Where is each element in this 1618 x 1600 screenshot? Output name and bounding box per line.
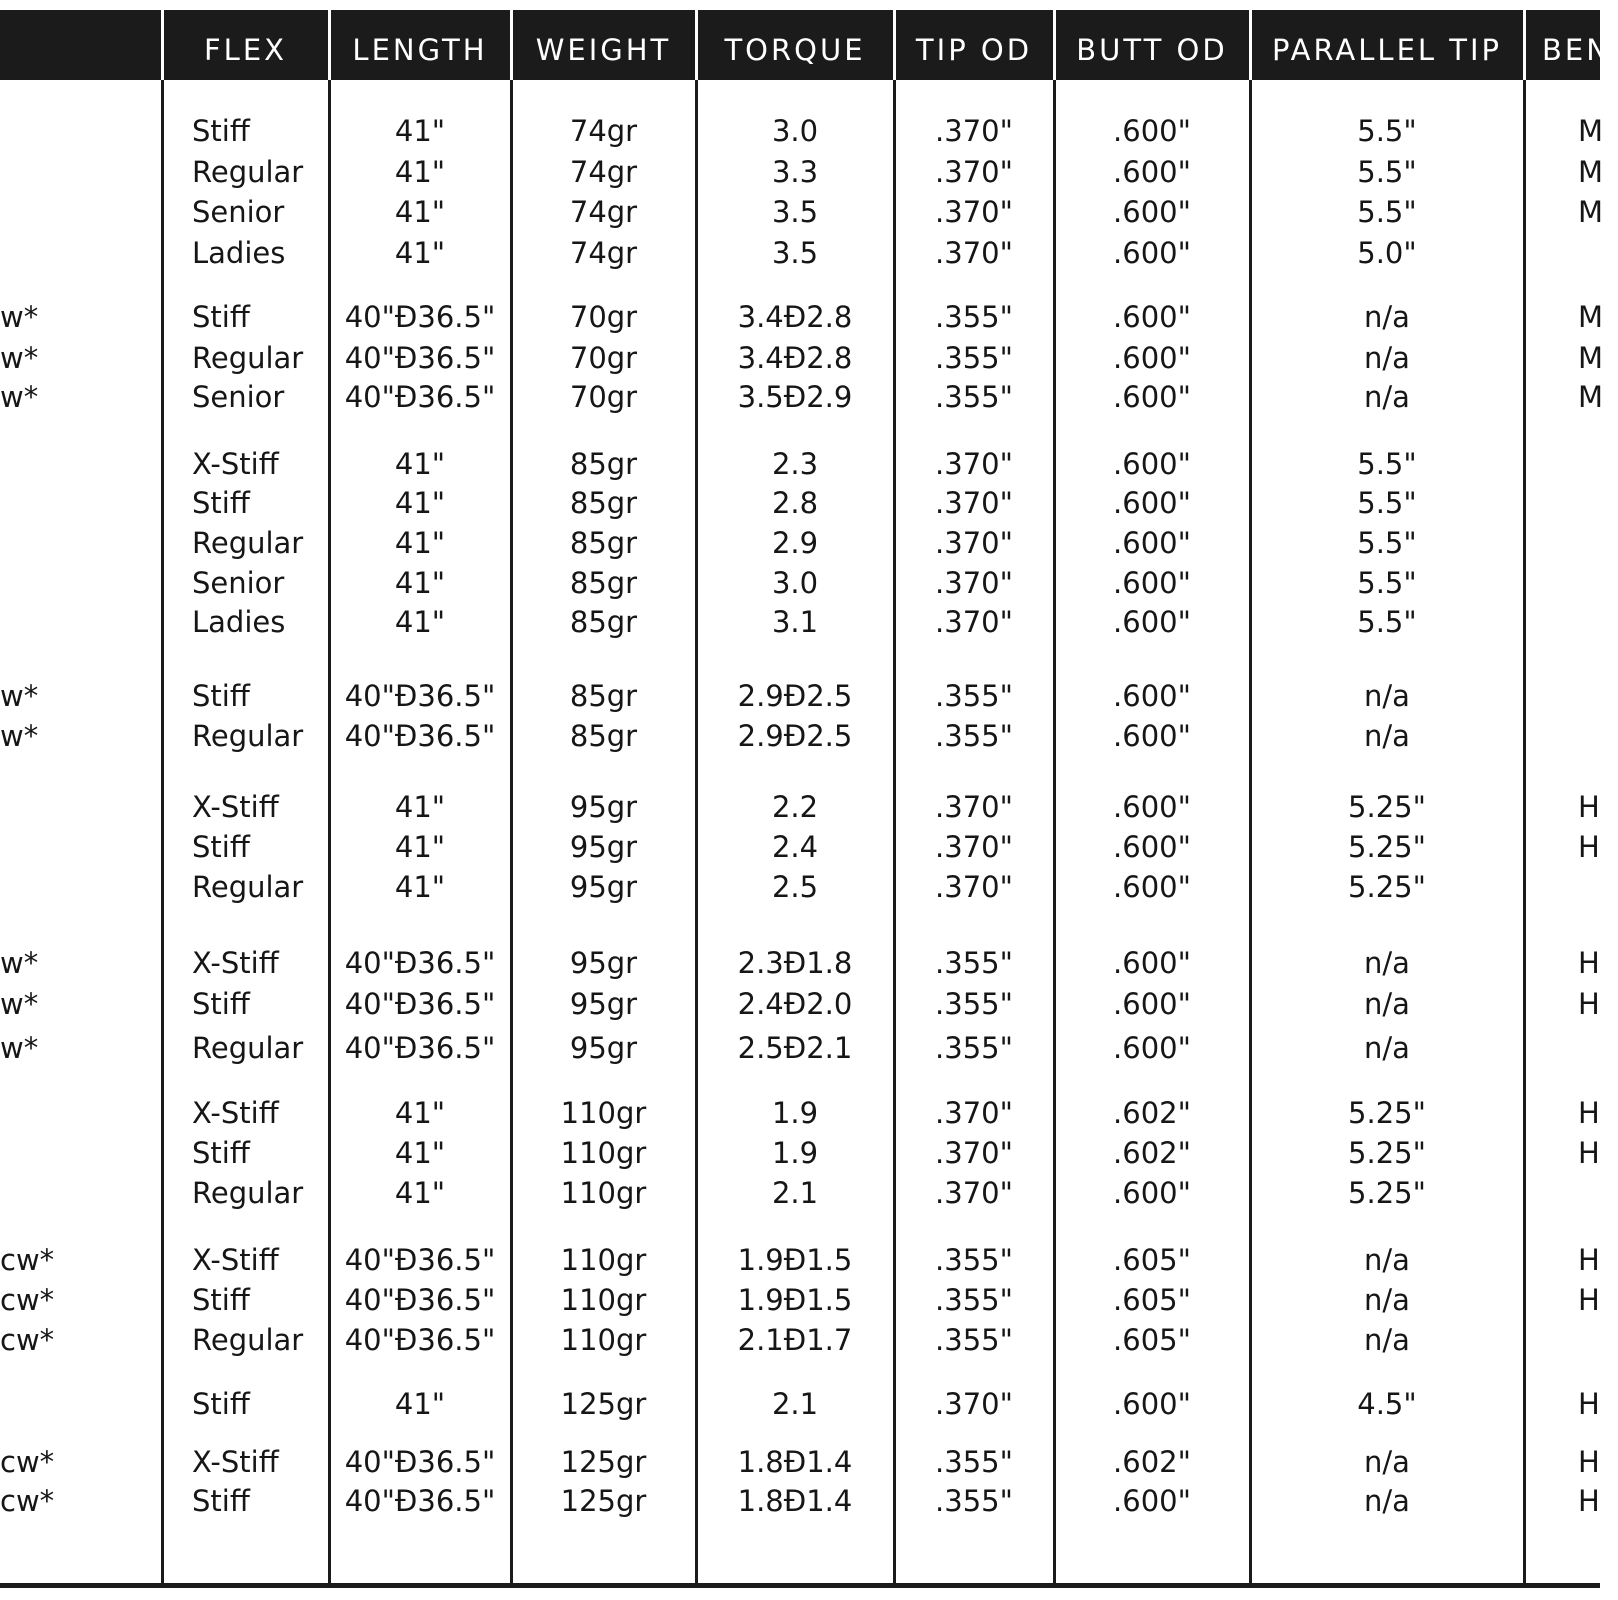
cell-parallel-tip: n/a [1364,1283,1410,1317]
cell-parallel-tip: 5.25" [1348,790,1426,824]
cell-parallel-tip: 5.25" [1348,830,1426,864]
cell-butt-od: .600" [1113,679,1191,713]
cell-butt-od: .600" [1113,1484,1191,1518]
cell-length: 40"Đ36.5" [344,1445,496,1479]
cell-parallel-tip: 5.5" [1357,605,1417,639]
header-divider [161,10,164,80]
cell-butt-od: .600" [1113,1387,1191,1421]
cell-bend-point [1578,1173,1618,1213]
column-header-parallel-tip: PARALLEL TIP [1271,33,1503,67]
cell-tip-od: .355" [935,679,1013,713]
cell-parallel-tip: n/a [1364,679,1410,713]
cell-tip-od: .355" [935,1283,1013,1317]
cell-model [0,1133,150,1173]
cell-weight: 95gr [569,946,638,980]
cell-model [0,787,150,827]
cell-model [0,602,150,642]
cell-length: 41" [394,447,446,481]
cell-butt-od: .600" [1113,946,1191,980]
cell-torque: 2.1 [771,1387,819,1421]
cell-flex: Regular [192,526,304,560]
cell-model [0,867,150,907]
cell-model: w* [0,679,39,713]
header-divider [1249,10,1252,80]
cell-bend-point [1578,444,1618,484]
column-header-torque: TORQUE [724,33,866,67]
cell-weight: 125gr [560,1484,647,1518]
cell-length: 41" [394,114,446,148]
cell-tip-od: .370" [935,1136,1013,1170]
cell-butt-od: .600" [1113,1031,1191,1065]
cell-tip-od: .355" [935,719,1013,753]
cell-weight: 74gr [569,114,638,148]
cell-weight: 85gr [569,679,638,713]
cell-model: w* [0,341,39,375]
cell-butt-od: .600" [1113,486,1191,520]
cell-length: 40"Đ36.5" [344,719,496,753]
cell-torque: 2.3 [771,447,819,481]
cell-torque: 3.0 [771,566,819,600]
cell-butt-od: .600" [1113,566,1191,600]
cell-tip-od: .370" [935,1096,1013,1130]
cell-length: 40"Đ36.5" [344,946,496,980]
cell-bend-point: H [1578,1484,1600,1518]
cell-torque: 3.4Đ2.8 [737,341,853,375]
cell-model [0,523,150,563]
cell-model [0,827,150,867]
cell-bend-point [1578,1028,1618,1068]
cell-weight: 95gr [569,830,638,864]
cell-bend-point: H [1578,1283,1600,1317]
cell-weight: 74gr [569,155,638,189]
cell-length: 40"Đ36.5" [344,1323,496,1357]
cell-flex: Stiff [192,486,250,520]
cell-weight: 95gr [569,870,638,904]
cell-bend-point: H [1578,1387,1600,1421]
cell-bend-point [1578,483,1618,523]
cell-flex: Stiff [192,1387,250,1421]
cell-torque: 3.1 [771,605,819,639]
column-header-model [0,10,162,80]
cell-parallel-tip: 5.5" [1357,114,1417,148]
cell-parallel-tip: 5.5" [1357,155,1417,189]
column-divider [161,10,164,1586]
cell-flex: Regular [192,155,304,189]
cell-torque: 2.8 [771,486,819,520]
cell-tip-od: .370" [935,526,1013,560]
cell-flex: X-Stiff [192,447,279,481]
cell-butt-od: .600" [1113,195,1191,229]
cell-length: 41" [394,486,446,520]
cell-tip-od: .370" [935,830,1013,864]
cell-model: w* [0,300,39,334]
cell-flex: Ladies [192,236,286,270]
cell-butt-od: .605" [1113,1283,1191,1317]
cell-length: 40"Đ36.5" [344,380,496,414]
cell-weight: 95gr [569,987,638,1021]
cell-length: 40"Đ36.5" [344,1283,496,1317]
cell-torque: 1.9 [771,1096,819,1130]
cell-model [0,1384,150,1424]
cell-model [0,444,150,484]
cell-torque: 1.9 [771,1136,819,1170]
cell-parallel-tip: 5.25" [1348,870,1426,904]
cell-flex: Regular [192,1031,304,1065]
cell-flex: Regular [192,341,304,375]
cell-tip-od: .355" [935,1445,1013,1479]
cell-weight: 95gr [569,790,638,824]
cell-butt-od: .600" [1113,526,1191,560]
cell-weight: 110gr [560,1136,647,1170]
cell-parallel-tip: 5.5" [1357,447,1417,481]
cell-butt-od: .605" [1113,1323,1191,1357]
cell-model: w* [0,946,39,980]
cell-tip-od: .355" [935,987,1013,1021]
cell-model [0,1093,150,1133]
cell-length: 40"Đ36.5" [344,679,496,713]
cell-weight: 70gr [569,341,638,375]
cell-torque: 2.3Đ1.8 [737,946,853,980]
cell-bend-point: M [1578,300,1604,334]
cell-model: w* [0,719,39,753]
column-header-flex: FLEX [203,33,288,67]
cell-model [0,483,150,523]
cell-flex: X-Stiff [192,1243,279,1277]
cell-parallel-tip: n/a [1364,341,1410,375]
cell-length: 40"Đ36.5" [344,341,496,375]
cell-torque: 3.5Đ2.9 [737,380,853,414]
cell-torque: 2.9Đ2.5 [737,719,853,753]
cell-weight: 85gr [569,447,638,481]
cell-parallel-tip: n/a [1364,719,1410,753]
cell-bend-point [1578,563,1618,603]
cell-parallel-tip: 5.25" [1348,1096,1426,1130]
cell-bend-point [1578,676,1618,716]
header-divider [1523,10,1526,80]
cell-butt-od: .600" [1113,447,1191,481]
cell-model [0,233,150,273]
cell-flex: Stiff [192,1136,250,1170]
cell-length: 41" [394,1176,446,1210]
cell-parallel-tip: 5.0" [1357,236,1417,270]
cell-bend-point: H [1578,790,1600,824]
cell-tip-od: .355" [935,1031,1013,1065]
cell-parallel-tip: 5.5" [1357,526,1417,560]
cell-bend-point: H [1578,1096,1600,1130]
cell-parallel-tip: 5.5" [1357,195,1417,229]
cell-parallel-tip: n/a [1364,1484,1410,1518]
cell-butt-od: .600" [1113,790,1191,824]
cell-butt-od: .602" [1113,1445,1191,1479]
cell-model: w* [0,1031,39,1065]
cell-bend-point: M [1578,380,1604,414]
cell-tip-od: .355" [935,300,1013,334]
cell-weight: 85gr [569,526,638,560]
cell-torque: 3.0 [771,114,819,148]
header-divider [510,10,513,80]
cell-weight: 85gr [569,486,638,520]
cell-torque: 2.5 [771,870,819,904]
column-header-butt-od: BUTT OD [1076,33,1228,67]
cell-parallel-tip: n/a [1364,1243,1410,1277]
cell-model [0,192,150,232]
cell-model [0,563,150,603]
cell-weight: 70gr [569,300,638,334]
cell-tip-od: .370" [935,1176,1013,1210]
cell-butt-od: .600" [1113,830,1191,864]
cell-butt-od: .600" [1113,341,1191,375]
cell-weight: 85gr [569,605,638,639]
cell-length: 40"Đ36.5" [344,1031,496,1065]
cell-length: 40"Đ36.5" [344,1243,496,1277]
cell-tip-od: .355" [935,1484,1013,1518]
cell-length: 40"Đ36.5" [344,987,496,1021]
cell-tip-od: .370" [935,790,1013,824]
cell-torque: 2.9 [771,526,819,560]
column-header-weight: WEIGHT [535,33,672,67]
cell-parallel-tip: n/a [1364,987,1410,1021]
cell-bend-point: H [1578,987,1600,1021]
cell-butt-od: .600" [1113,300,1191,334]
cell-tip-od: .370" [935,486,1013,520]
cell-flex: Senior [192,380,285,414]
cell-bend-point [1578,1320,1618,1360]
cell-bend-point [1578,523,1618,563]
cell-length: 41" [394,870,446,904]
cell-torque: 1.9Đ1.5 [737,1243,853,1277]
column-header-bend-point: BEN [1542,33,1611,67]
cell-tip-od: .370" [935,566,1013,600]
cell-weight: 110gr [560,1243,647,1277]
cell-tip-od: .370" [935,447,1013,481]
cell-butt-od: .605" [1113,1243,1191,1277]
cell-flex: Ladies [192,605,286,639]
header-divider [328,10,331,80]
cell-flex: X-Stiff [192,1445,279,1479]
cell-butt-od: .602" [1113,1096,1191,1130]
cell-torque: 1.8Đ1.4 [737,1484,853,1518]
top-border [0,0,1600,10]
cell-model: w* [0,380,39,414]
cell-butt-od: .600" [1113,605,1191,639]
cell-weight: 74gr [569,236,638,270]
cell-model [0,111,150,151]
cell-butt-od: .602" [1113,1136,1191,1170]
cell-flex: Regular [192,719,304,753]
cell-parallel-tip: n/a [1364,946,1410,980]
cell-bend-point: M [1578,195,1604,229]
cell-butt-od: .600" [1113,380,1191,414]
cell-bend-point: M [1578,341,1604,375]
cell-torque: 2.2 [771,790,819,824]
cell-weight: 85gr [569,719,638,753]
cell-torque: 1.9Đ1.5 [737,1283,853,1317]
cell-butt-od: .600" [1113,114,1191,148]
cell-weight: 110gr [560,1283,647,1317]
cell-length: 41" [394,155,446,189]
cell-tip-od: .370" [935,870,1013,904]
cell-bend-point: H [1578,830,1600,864]
cell-length: 41" [394,830,446,864]
header-divider [893,10,896,80]
cell-tip-od: .355" [935,380,1013,414]
cell-bend-point: M [1578,155,1604,189]
cell-parallel-tip: n/a [1364,1445,1410,1479]
bottom-rule [0,1583,1600,1588]
cell-bend-point: H [1578,946,1600,980]
cell-tip-od: .370" [935,605,1013,639]
cell-bend-point: H [1578,1136,1600,1170]
cell-torque: 1.8Đ1.4 [737,1445,853,1479]
cell-butt-od: .600" [1113,719,1191,753]
cell-torque: 2.5Đ2.1 [737,1031,853,1065]
cell-torque: 3.5 [771,236,819,270]
cell-torque: 2.4 [771,830,819,864]
cell-flex: Stiff [192,830,250,864]
cell-weight: 74gr [569,195,638,229]
cell-butt-od: .600" [1113,870,1191,904]
cell-weight: 125gr [560,1387,647,1421]
cell-flex: Senior [192,195,285,229]
cell-length: 41" [394,790,446,824]
cell-model: cw* [0,1323,55,1357]
cell-butt-od: .600" [1113,987,1191,1021]
cell-tip-od: .370" [935,114,1013,148]
cell-flex: Stiff [192,300,250,334]
cell-bend-point [1578,867,1618,907]
cell-parallel-tip: 5.25" [1348,1176,1426,1210]
column-header-length: LENGTH [352,33,488,67]
cell-torque: 2.1 [771,1176,819,1210]
cell-length: 41" [394,526,446,560]
cell-weight: 110gr [560,1176,647,1210]
cell-weight: 125gr [560,1445,647,1479]
cell-parallel-tip: n/a [1364,380,1410,414]
cell-model [0,1173,150,1213]
cell-butt-od: .600" [1113,155,1191,189]
cell-flex: X-Stiff [192,790,279,824]
cell-torque: 2.9Đ2.5 [737,679,853,713]
cell-butt-od: .600" [1113,1176,1191,1210]
cell-length: 41" [394,1387,446,1421]
header-divider [695,10,698,80]
cell-model: w* [0,987,39,1021]
cell-tip-od: .355" [935,1323,1013,1357]
cell-tip-od: .370" [935,195,1013,229]
cell-torque: 2.4Đ2.0 [737,987,853,1021]
cell-length: 40"Đ36.5" [344,300,496,334]
cell-weight: 110gr [560,1096,647,1130]
cell-bend-point [1578,602,1618,642]
cell-flex: Senior [192,566,285,600]
cell-model [0,152,150,192]
cell-length: 40"Đ36.5" [344,1484,496,1518]
cell-bend-point [1578,716,1618,756]
cell-bend-point: M [1578,114,1604,148]
cell-torque: 3.3 [771,155,819,189]
cell-model: cw* [0,1484,55,1518]
cell-tip-od: .370" [935,155,1013,189]
cell-parallel-tip: n/a [1364,1031,1410,1065]
cell-flex: X-Stiff [192,1096,279,1130]
cell-length: 41" [394,1136,446,1170]
cell-flex: Stiff [192,1484,250,1518]
cell-flex: Regular [192,1176,304,1210]
cell-tip-od: .370" [935,1387,1013,1421]
cell-parallel-tip: 5.5" [1357,566,1417,600]
cell-model: cw* [0,1243,55,1277]
cell-parallel-tip: n/a [1364,300,1410,334]
cell-weight: 95gr [569,1031,638,1065]
cell-torque: 3.5 [771,195,819,229]
cell-length: 41" [394,236,446,270]
cell-bend-point: H [1578,1445,1600,1479]
cell-flex: Regular [192,1323,304,1357]
cell-weight: 70gr [569,380,638,414]
cell-tip-od: .355" [935,341,1013,375]
cell-bend-point [1578,233,1618,273]
cell-butt-od: .600" [1113,236,1191,270]
cell-tip-od: .370" [935,236,1013,270]
cell-torque: 3.4Đ2.8 [737,300,853,334]
cell-parallel-tip: 5.5" [1357,486,1417,520]
cell-length: 41" [394,605,446,639]
cell-bend-point: H [1578,1243,1600,1277]
cell-torque: 2.1Đ1.7 [737,1323,853,1357]
cell-tip-od: .355" [935,1243,1013,1277]
cell-flex: Stiff [192,1283,250,1317]
cell-weight: 85gr [569,566,638,600]
cell-flex: X-Stiff [192,946,279,980]
cell-flex: Regular [192,870,304,904]
cell-parallel-tip: 5.25" [1348,1136,1426,1170]
cell-flex: Stiff [192,114,250,148]
cell-model: cw* [0,1283,55,1317]
cell-length: 41" [394,1096,446,1130]
cell-model: cw* [0,1445,55,1479]
cell-tip-od: .355" [935,946,1013,980]
cell-flex: Stiff [192,679,250,713]
cell-parallel-tip: 4.5" [1357,1387,1417,1421]
cell-weight: 110gr [560,1323,647,1357]
cell-parallel-tip: n/a [1364,1323,1410,1357]
header-divider [1053,10,1056,80]
cell-flex: Stiff [192,987,250,1021]
cell-length: 41" [394,195,446,229]
cell-length: 41" [394,566,446,600]
column-header-tip-od: TIP OD [915,33,1033,67]
